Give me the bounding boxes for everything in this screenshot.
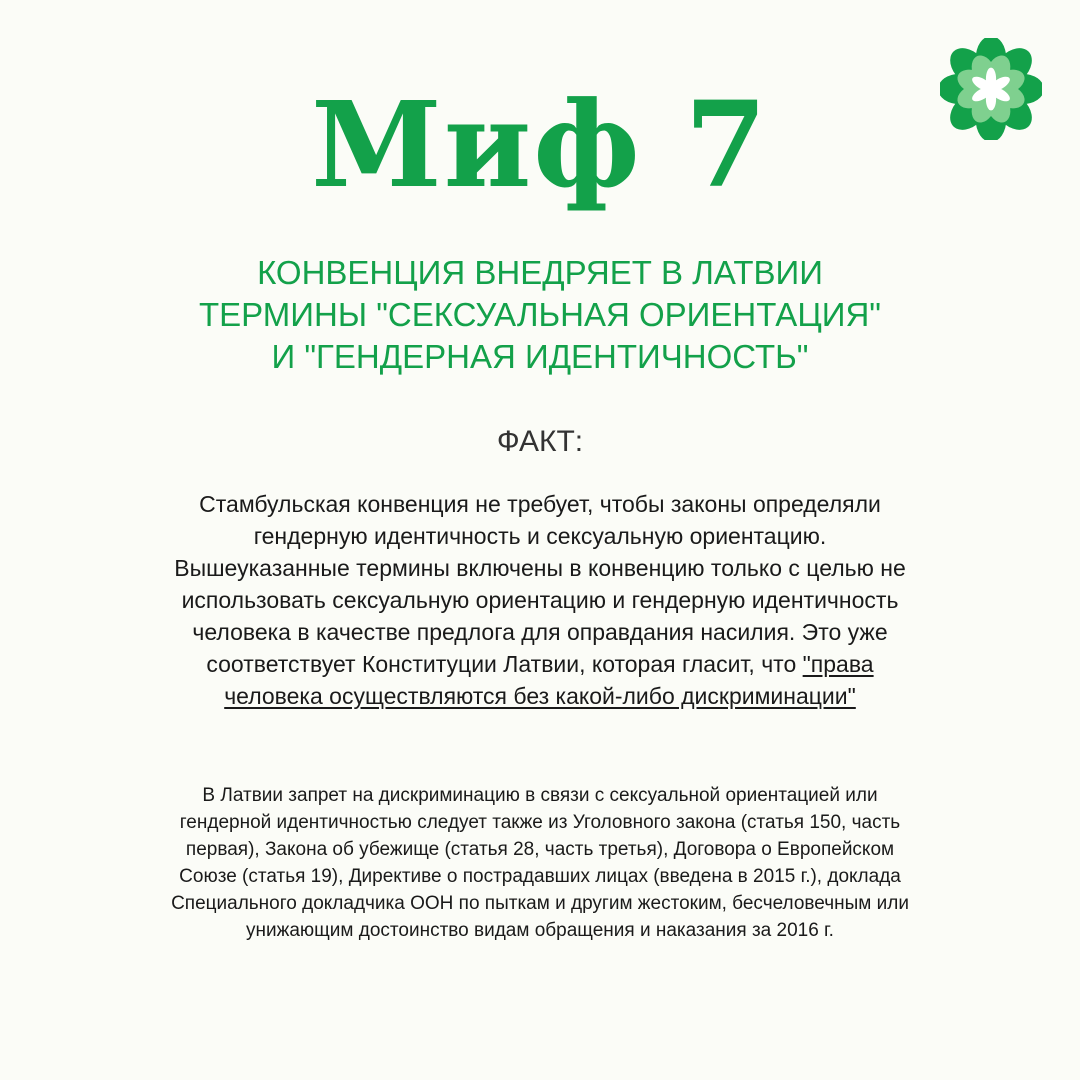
page-title: Миф 7 xyxy=(311,75,769,214)
fact-text-line: Вышеуказанные термины включены в конвенцию только с целью не xyxy=(174,555,906,581)
myth-statement-line: КОНВЕНЦИЯ ВНЕДРЯЕТ В ЛАТВИИ xyxy=(257,254,823,291)
fact-text xyxy=(0,488,1080,712)
myth-statement-line: ТЕРМИНЫ "СЕКСУАЛЬНАЯ ОРИЕНТАЦИЯ" xyxy=(198,296,881,333)
footnote-line: Союзе (статья 19), Директиве о пострадавших лицах (введена в 2015 г.), доклада xyxy=(179,866,901,887)
fact-text-line: человека в качестве предлога для оправдания насилия. Это уже xyxy=(192,619,888,645)
footnote-line: Специального докладчика ООН по пыткам и другим жестоким, бесчеловечным или xyxy=(171,893,909,914)
myth-statement-line: И "ГЕНДЕРНАЯ ИДЕНТИЧНОСТЬ" xyxy=(271,338,809,375)
fact-text-line-prefix: соответствует Конституции Латвии, которая гласит, что xyxy=(206,651,803,677)
fact-text-line xyxy=(0,680,1080,712)
myth-statement xyxy=(0,252,1080,378)
fact-text-line: гендерную идентичность и сексуальную ориентацию. xyxy=(253,523,827,549)
fact-text-line: использовать сексуальную ориентацию и гендерную идентичность xyxy=(181,587,899,613)
constitution-quote-link[interactable]: "права xyxy=(802,651,874,677)
footnote-line: унижающим достоинство видам обращения и наказания за 2016 г. xyxy=(246,920,834,941)
footnote xyxy=(0,782,1080,944)
constitution-quote-link[interactable]: человека осуществляются без какой-либо дискриминации" xyxy=(224,683,856,709)
footnote-line: гендерной идентичностью следует также из Уголовного закона (статья 150, часть xyxy=(179,812,901,833)
fact-text-line xyxy=(0,648,1080,680)
fact-label: ФАКТ: xyxy=(496,425,584,458)
fact-text-line: Стамбульская конвенция не требует, чтобы законы определяли xyxy=(199,491,881,517)
footnote-line: первая), Закона об убежище (статья 28, часть третья), Договора о Европейском xyxy=(185,839,895,860)
footnote-line: В Латвии запрет на дискриминацию в связи с сексуальной ориентацией или xyxy=(202,785,878,806)
